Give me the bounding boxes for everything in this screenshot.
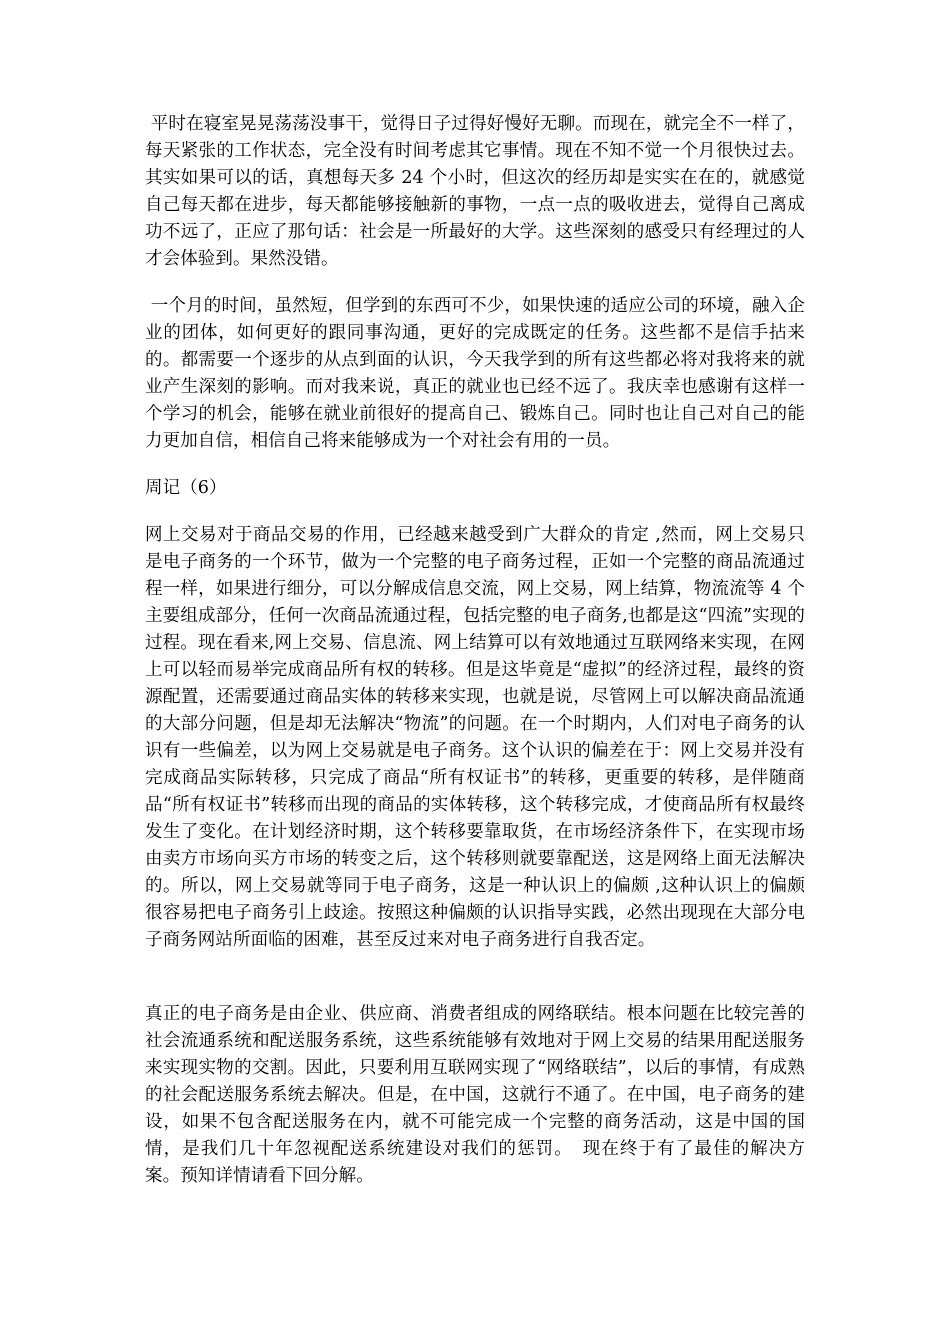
- paragraph-ecommerce-network: 真正的电子商务是由企业、供应商、消费者组成的网络联结。根本问题在比较完善的社会流通系统和配送服务系统，这些系统能够有效地对于网上交易的结果用配送服务来实现实物的交割。因此，只要利用互联网实现了“网络联结”，以后的事情，有成熟的社会配送服务系统去解决。但是，在中国，这就行不通了。在中国，电子商务的建设，如果不包含配送服务在内，就不可能完成一个完整的商务活动，这是中国的国情，是我们几十年忽视配送系统建设对我们的惩罚。 现在终于有了最佳的解决方案。预知详情请看下回分解。: [145, 1004, 805, 1186]
- paragraph-weekly-reflection: 平时在寝室晃晃荡荡没事干，觉得日子过得好慢好无聊。而现在，就完全不一样了，每天紧张的工作状态，完全没有时间考虑其它事情。现在不知不觉一个月很快过去。其实如果可以的话，真想每天多 24 个小时，但这次的经历却是实实在在的，就感觉自己每天都在进步，每天都能够接触新的事物，一点一点的吸收进去，觉得自己离成功不远了，正应了那句话：社会是一所最好的大学。这些深刻的感受只有经理过的人才会体验到。果然没错。: [145, 114, 805, 269]
- paragraph-spacer: [145, 954, 805, 1001]
- document-page: [145, 111, 805, 1190]
- paragraph-spacer: [145, 502, 805, 522]
- section-heading-weekly-6: 周记（6）: [145, 478, 227, 498]
- paragraph-spacer: [145, 455, 805, 475]
- paragraph-spacer: [145, 273, 805, 293]
- paragraph-month-summary: 一个月的时间，虽然短，但学到的东西可不少，如果快速的适应公司的环境，融入企业的团体，如何更好的跟同事沟通，更好的完成既定的任务。这些都不是信手拈来的。都需要一个逐步的从点到面的认识，今天我学到的所有这些都必将对我将来的就业产生深刻的影响。而对我来说，真正的就业也已经不远了。我庆幸也感谢有这样一个学习的机会，能够在就业前很好的提高自己、锻炼自己。同时也让自己对自己的能力更加自信，相信自己将来能够成为一个对社会有用的一员。: [145, 296, 805, 451]
- paragraph-online-trade: 网上交易对于商品交易的作用，已经越来越受到广大群众的肯定 ,然而，网上交易只是电子商务的一个环节，做为一个完整的电子商务过程，正如一个完整的商品流通过程一样，如果进行细分，可以分解成信息交流，网上交易，网上结算，物流流等 4 个主要组成部分，任何一次商品流通过程，包括完整的电子商务,也都是这“四流”实现的过程。现在看来,网上交易、信息流、网上结算可以有效地通过互联网络来实现，在网上可以轻而易举完成商品所有权的转移。但是这毕竟是“虚拟”的经济过程，最终的资源配置，还需要通过商品实体的转移来实现，也就是说，尽管网上可以解决商品流通的大部分问题，但是却无法解决“物流”的问题。在一个时期内，人们对电子商务的认识有一些偏差，以为网上交易就是电子商务。这个认识的偏差在于：网上交易并没有完成商品实际转移，只完成了商品“所有权证书”的转移，更重要的转移，是伴随商品“所有权证书”转移而出现的商品的实体转移，这个转移完成，才使商品所有权最终发生了变化。在计划经济时期，这个转移要靠取货，在市场经济条件下，在实现市场由卖方市场向买方市场的转变之后，这个转移则就要靠配送，这是网络上面无法解决的。所以，网上交易就等同于电子商务，这是一种认识上的偏颇 ,这种认识上的偏颇很容易把电子商务引上歧途。按照这种偏颇的认识指导实践，必然出现现在大部分电子商务网站所面临的困难，甚至反过来对电子商务进行自我否定。: [145, 525, 805, 950]
